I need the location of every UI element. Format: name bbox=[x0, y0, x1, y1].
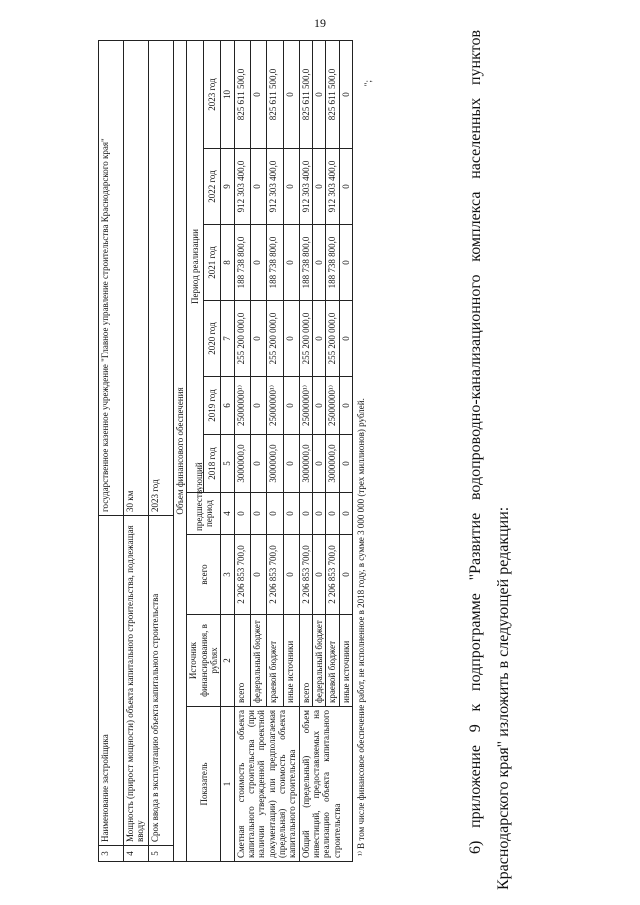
value-cell: 825 611 500,0 bbox=[234, 41, 250, 149]
value-cell: 3000000,0 bbox=[234, 435, 250, 493]
value-cell: 912 303 400,0 bbox=[234, 149, 250, 225]
column-number: 9 bbox=[221, 149, 234, 225]
source-cell: федеральный бюджет bbox=[313, 615, 326, 707]
info-row-number: 5 bbox=[149, 846, 174, 862]
previous-period-header: предшествующий период bbox=[187, 493, 221, 535]
value-cell: 0 bbox=[250, 535, 266, 615]
value-cell: 0 bbox=[313, 535, 326, 615]
indicator-label: Общий (предельный) объем инвестиций, предоставляемых на реализацию объекта капитального строительства bbox=[299, 707, 352, 862]
source-cell: иные источники bbox=[339, 615, 352, 707]
value-cell: 912 303 400,0 bbox=[267, 149, 283, 225]
value-cell: 825 611 500,0 bbox=[267, 41, 283, 149]
value-cell: 0 bbox=[313, 225, 326, 301]
value-cell: 0 bbox=[283, 535, 299, 615]
year-header: 2020 год bbox=[204, 301, 221, 377]
financing-table bbox=[173, 40, 353, 862]
footnote: ¹⁾ В том числе финансовое обеспечение работ, не исполненное в 2018 году, в сумме 3 000 000 (трех миллионов) рублей. bbox=[356, 398, 367, 856]
column-number: 5 bbox=[221, 435, 234, 493]
value-cell: 188 738 800,0 bbox=[326, 225, 339, 301]
year-header: 2023 год bbox=[204, 41, 221, 149]
year-header: 2022 год bbox=[204, 149, 221, 225]
body-text bbox=[462, 30, 518, 890]
source-cell: федеральный бюджет bbox=[250, 615, 266, 707]
value-cell: 188 738 800,0 bbox=[299, 225, 312, 301]
value-cell: 912 303 400,0 bbox=[326, 149, 339, 225]
year-header: 2019 год bbox=[204, 377, 221, 435]
source-cell: краевой бюджет bbox=[326, 615, 339, 707]
value-cell: 0 bbox=[283, 41, 299, 149]
value-cell: 0 bbox=[339, 535, 352, 615]
info-row-number: 3 bbox=[99, 846, 124, 862]
info-row-number: 4 bbox=[124, 846, 149, 862]
value-cell: 0 bbox=[283, 377, 299, 435]
source-cell: иные источники bbox=[283, 615, 299, 707]
column-number-row bbox=[221, 41, 234, 862]
body-paragraph: 6) приложение 9 к подпрограмме "Развитие водопроводно-канализационного комплекса населенных пунктов Краснодарского края" изложить в следующей редакции: bbox=[467, 30, 512, 890]
value-cell: 0 bbox=[339, 301, 352, 377]
value-cell: 0 bbox=[339, 41, 352, 149]
indicator-header: Показатель bbox=[187, 707, 221, 862]
value-cell: 3000000,0 bbox=[267, 435, 283, 493]
column-number: 3 bbox=[221, 535, 234, 615]
value-cell: 825 611 500,0 bbox=[326, 41, 339, 149]
value-cell: 255 200 000,0 bbox=[234, 301, 250, 377]
value-cell: 0 bbox=[283, 225, 299, 301]
column-number: 6 bbox=[221, 377, 234, 435]
info-row bbox=[99, 41, 124, 862]
value-cell: 3000000,0 bbox=[299, 435, 312, 493]
value-cell: 25000000¹⁾ bbox=[326, 377, 339, 435]
value-cell: 0 bbox=[283, 149, 299, 225]
value-cell: 0 bbox=[234, 493, 250, 535]
info-row-value: 2023 год bbox=[149, 41, 174, 516]
value-cell: 0 bbox=[250, 149, 266, 225]
value-cell: 0 bbox=[283, 493, 299, 535]
value-cell: 2 206 853 700,0 bbox=[299, 535, 312, 615]
value-cell: 0 bbox=[313, 301, 326, 377]
value-cell: 0 bbox=[313, 493, 326, 535]
column-number: 10 bbox=[221, 41, 234, 149]
value-cell: 0 bbox=[250, 377, 266, 435]
value-cell: 0 bbox=[313, 377, 326, 435]
value-cell: 2 206 853 700,0 bbox=[326, 535, 339, 615]
value-cell: 0 bbox=[339, 225, 352, 301]
info-table bbox=[98, 40, 174, 862]
value-cell: 0 bbox=[339, 435, 352, 493]
value-cell: 0 bbox=[299, 493, 312, 535]
value-cell: 825 611 500,0 bbox=[299, 41, 312, 149]
info-row-label: Мощность (прирост мощности) объекта капитального строительства, подлежащая вводу bbox=[124, 516, 149, 846]
value-cell: 188 738 800,0 bbox=[234, 225, 250, 301]
value-cell: 0 bbox=[250, 41, 266, 149]
info-row-value: 30 км bbox=[124, 41, 149, 516]
closing-mark: "; bbox=[363, 80, 374, 87]
year-header: 2021 год bbox=[204, 225, 221, 301]
value-cell: 25000000¹⁾ bbox=[299, 377, 312, 435]
value-cell: 2 206 853 700,0 bbox=[267, 535, 283, 615]
page-number: 19 bbox=[314, 16, 326, 30]
value-cell: 255 200 000,0 bbox=[267, 301, 283, 377]
value-cell: 2 206 853 700,0 bbox=[234, 535, 250, 615]
table-row bbox=[299, 41, 312, 862]
rotated-table-block bbox=[98, 40, 418, 862]
info-row bbox=[149, 41, 174, 862]
column-number: 4 bbox=[221, 493, 234, 535]
source-cell: всего bbox=[234, 615, 250, 707]
value-cell: 0 bbox=[250, 225, 266, 301]
indicator-label: Сметная стоимость объекта капитального строительства (при наличии утвержденной проектной документации) или предполагаемая (предельная) стоимость объекта капитального строительства bbox=[234, 707, 299, 862]
column-number: 1 bbox=[221, 707, 234, 862]
info-row-label: Срок ввода в эксплуатацию объекта капитального строительства bbox=[149, 516, 174, 846]
column-number: 2 bbox=[221, 615, 234, 707]
value-cell: 0 bbox=[339, 149, 352, 225]
year-header: 2018 год bbox=[204, 435, 221, 493]
info-row-label: Наименование застройщика bbox=[99, 516, 124, 846]
value-cell: 0 bbox=[339, 377, 352, 435]
value-cell: 188 738 800,0 bbox=[267, 225, 283, 301]
value-cell: 0 bbox=[313, 41, 326, 149]
source-header: Источник финансирования, в рублях bbox=[187, 615, 221, 707]
value-cell: 0 bbox=[313, 435, 326, 493]
value-cell: 25000000¹⁾ bbox=[267, 377, 283, 435]
column-number: 8 bbox=[221, 225, 234, 301]
table-row bbox=[234, 41, 250, 862]
column-number: 7 bbox=[221, 301, 234, 377]
source-cell: краевой бюджет bbox=[267, 615, 283, 707]
value-cell: 0 bbox=[250, 301, 266, 377]
source-cell: всего bbox=[299, 615, 312, 707]
value-cell: 0 bbox=[267, 493, 283, 535]
value-cell: 255 200 000,0 bbox=[326, 301, 339, 377]
value-cell: 255 200 000,0 bbox=[299, 301, 312, 377]
value-cell: 0 bbox=[250, 435, 266, 493]
value-cell: 3000000,0 bbox=[326, 435, 339, 493]
value-cell: 0 bbox=[250, 493, 266, 535]
total-header: всего bbox=[187, 535, 221, 615]
value-cell: 912 303 400,0 bbox=[299, 149, 312, 225]
value-cell: 25000000¹⁾ bbox=[234, 377, 250, 435]
volume-header: Объем финансового обеспечения bbox=[174, 41, 187, 862]
value-cell: 0 bbox=[283, 301, 299, 377]
value-cell: 0 bbox=[339, 493, 352, 535]
period-header: Период реализации bbox=[187, 41, 204, 493]
value-cell: 0 bbox=[313, 149, 326, 225]
value-cell: 0 bbox=[326, 493, 339, 535]
info-row-value: государственное казенное учреждение "Главное управление строительства Краснодарского края" bbox=[99, 41, 124, 516]
info-row bbox=[124, 41, 149, 862]
value-cell: 0 bbox=[283, 435, 299, 493]
